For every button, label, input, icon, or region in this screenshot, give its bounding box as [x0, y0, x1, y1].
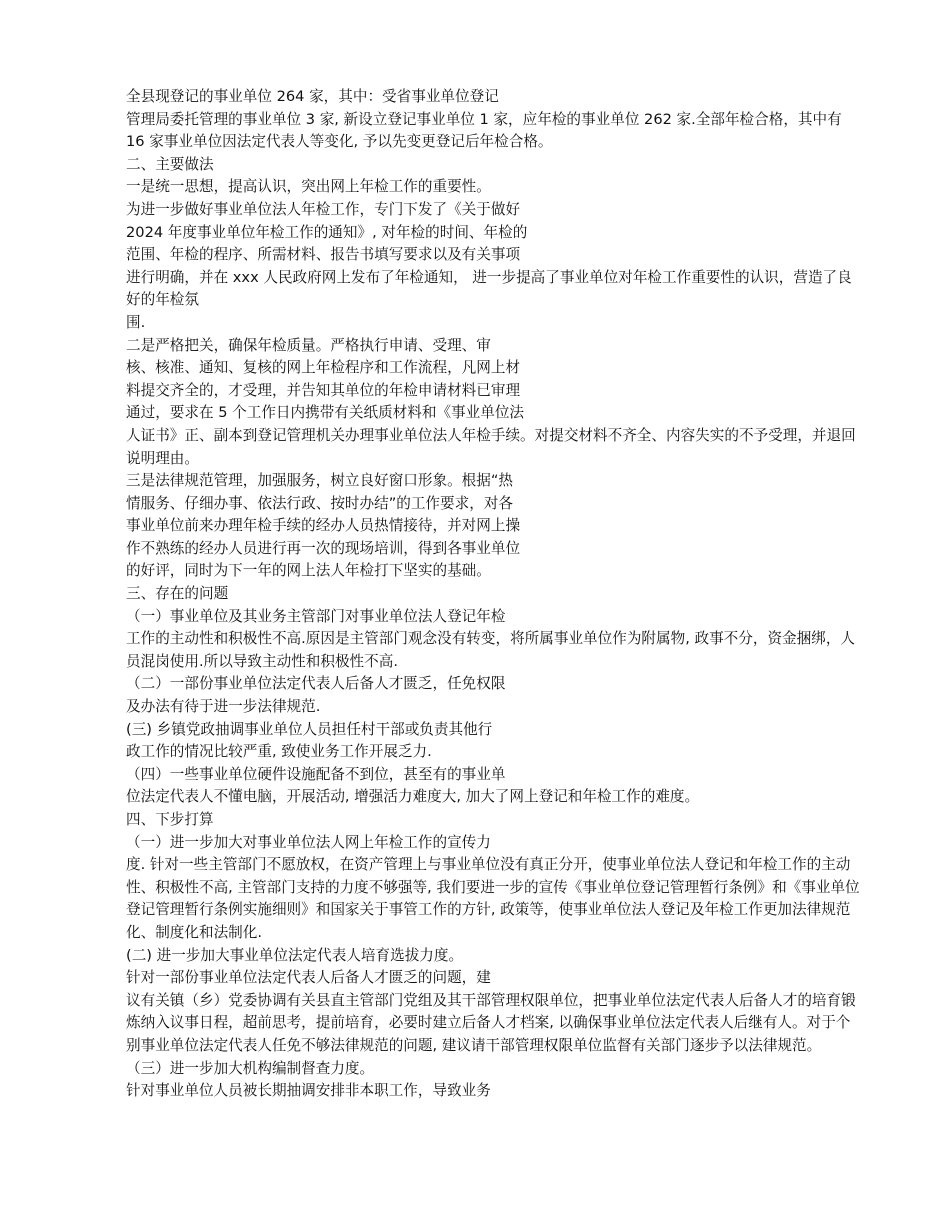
paragraph-1: 全县现登记的事业单位 264 家，其中：受省事业单位登记: [126, 88, 499, 105]
paragraph-25: （四）一些事业单位硬件设施配备不到位，甚至有的事业单: [126, 765, 506, 783]
paragraph-23: (三) 乡镇党政抽调事业单位人员担任村干部或负责其他行: [126, 720, 493, 738]
paragraph-3: 一是统一思想，提高认识，突出网上年检工作的重要性。: [126, 178, 491, 196]
paragraph-21: （二）一部份事业单位法定代表人后备人才匮乏，任免权限: [126, 675, 506, 693]
paragraph-16: 事业单位前来办理年检手续的经办人员热情接待，并对网上操: [126, 517, 521, 535]
paragraph-19: （一）事业单位及其业务主管部门对事业单位法人登记年检: [126, 607, 506, 625]
section-heading-3: 三、存在的问题: [126, 585, 229, 603]
paragraph-6: 范围、年检的程序、所需材料、报告书填写要求以及有关事项: [126, 246, 521, 264]
paragraph-4: 为进一步做好事业单位法人年检工作，专门下发了《关于做好: [126, 200, 521, 218]
paragraph-14: 三是法律规范管理，加强服务，树立良好窗口形象。根据“热: [126, 472, 514, 490]
paragraph-9: 二是严格把关，确保年检质量。严格执行申请、受理、审: [126, 336, 491, 354]
paragraph-28: 度. 针对一些主管部门不愿放权，在资产管理上与事业单位没有真正分开，使事业单位法人登记和年检工作的主动性、积极性不高, 主管部门支持的力度不够强等, 我们要进一步的宣传《事业单位登记管理暂行条例》和《事业单位登记管理暂行条例实施细则》和国家关于事管工作的方针, 政策等，使事业单位法人登记及年检工作更加法律规范化、制度化和法制化.: [126, 856, 860, 941]
paragraph-33: 针对事业单位人员被长期抽调安排非本职工作，导致业务: [126, 1082, 491, 1100]
paragraph-10: 核、核准、通知、复核的网上年检程序和工作流程，凡网上材: [126, 359, 521, 377]
paragraph-11: 料提交齐全的，才受理，并告知其单位的年检申请材料已审理: [126, 381, 521, 399]
paragraph-22: 及办法有待于进一步法律规范.: [126, 698, 321, 716]
section-heading-4: 四、下步打算: [126, 811, 214, 828]
paragraph-15: 情服务、仔细办事、依法行政、按时办结”的工作要求，对各: [126, 494, 514, 512]
paragraph-2: 管理局委托管理的事业单位 3 家, 新设立登记事业单位 1 家，应年检的事业单位 262 家.全部年检合格，其中有 16 家事业单位因法定代表人等变化, 予以先变更登记后年检合格。: [126, 110, 842, 151]
paragraph-27: （一）进一步加大对事业单位法人网上年检工作的宣传力: [126, 833, 491, 851]
paragraph-20: 工作的主动性和积极性不高.原因是主管部门观念没有转变，将所属事业单位作为附属物, 政事不分，资金捆绑，人员混岗使用.所以导致主动性和积极性不高.: [126, 630, 856, 670]
paragraph-24: 政工作的情况比较严重, 致使业务工作开展乏力.: [126, 743, 432, 761]
paragraph-26: 位法定代表人不懂电脑，开展活动, 增强活力难度大, 加大了网上登记和年检工作的难度。: [126, 788, 700, 806]
paragraph-13: 人证书》正、副本到登记管理机关办理事业单位法人年检手续。对提交材料不齐全、内容失实的不予受理，并退回说明理由。: [126, 426, 856, 467]
document-body: [88, 86, 863, 1103]
paragraph-31: 议有关镇（乡）党委协调有关县直主管部门党组及其干部管理权限单位，把事业单位法定代表人后备人才的培育锻炼纳入议事日程，超前思考，提前培育，必要时建立后备人才档案, 以确保事业单位法定代表人后继有人。对于个别事业单位法定代表人任免不够法律规范的问题, 建议请干部管理权限单位监督有关部门逐步予以法律规范。: [126, 991, 856, 1054]
section-heading-2: 二、主要做法: [126, 155, 214, 173]
paragraph-8: 围.: [126, 313, 146, 331]
paragraph-17: 作不熟练的经办人员进行再一次的现场培训，得到各事业单位: [126, 539, 521, 557]
paragraph-30: 针对一部份事业单位法定代表人后备人才匮乏的问题，建: [126, 969, 491, 987]
paragraph-7: 进行明确，并在 xxx 人民政府网上发布了年检通知， 进一步提高了事业单位对年检工作重要性的认识，营造了良好的年检氛: [126, 268, 852, 309]
paragraph-5: 2024 年度事业单位年检工作的通知》, 对年检的时间、年检的: [126, 223, 528, 241]
paragraph-29: (二) 进一步加大事业单位法定代表人培育选拔力度。: [126, 946, 464, 964]
paragraph-32: （三）进一步加大机构编制督查力度。: [126, 1059, 375, 1077]
paragraph-18: 的好评，同时为下一年的网上法人年检打下坚实的基础。: [126, 562, 491, 580]
paragraph-12: 通过，要求在 5 个工作日内携带有关纸质材料和《事业单位法: [126, 404, 525, 422]
